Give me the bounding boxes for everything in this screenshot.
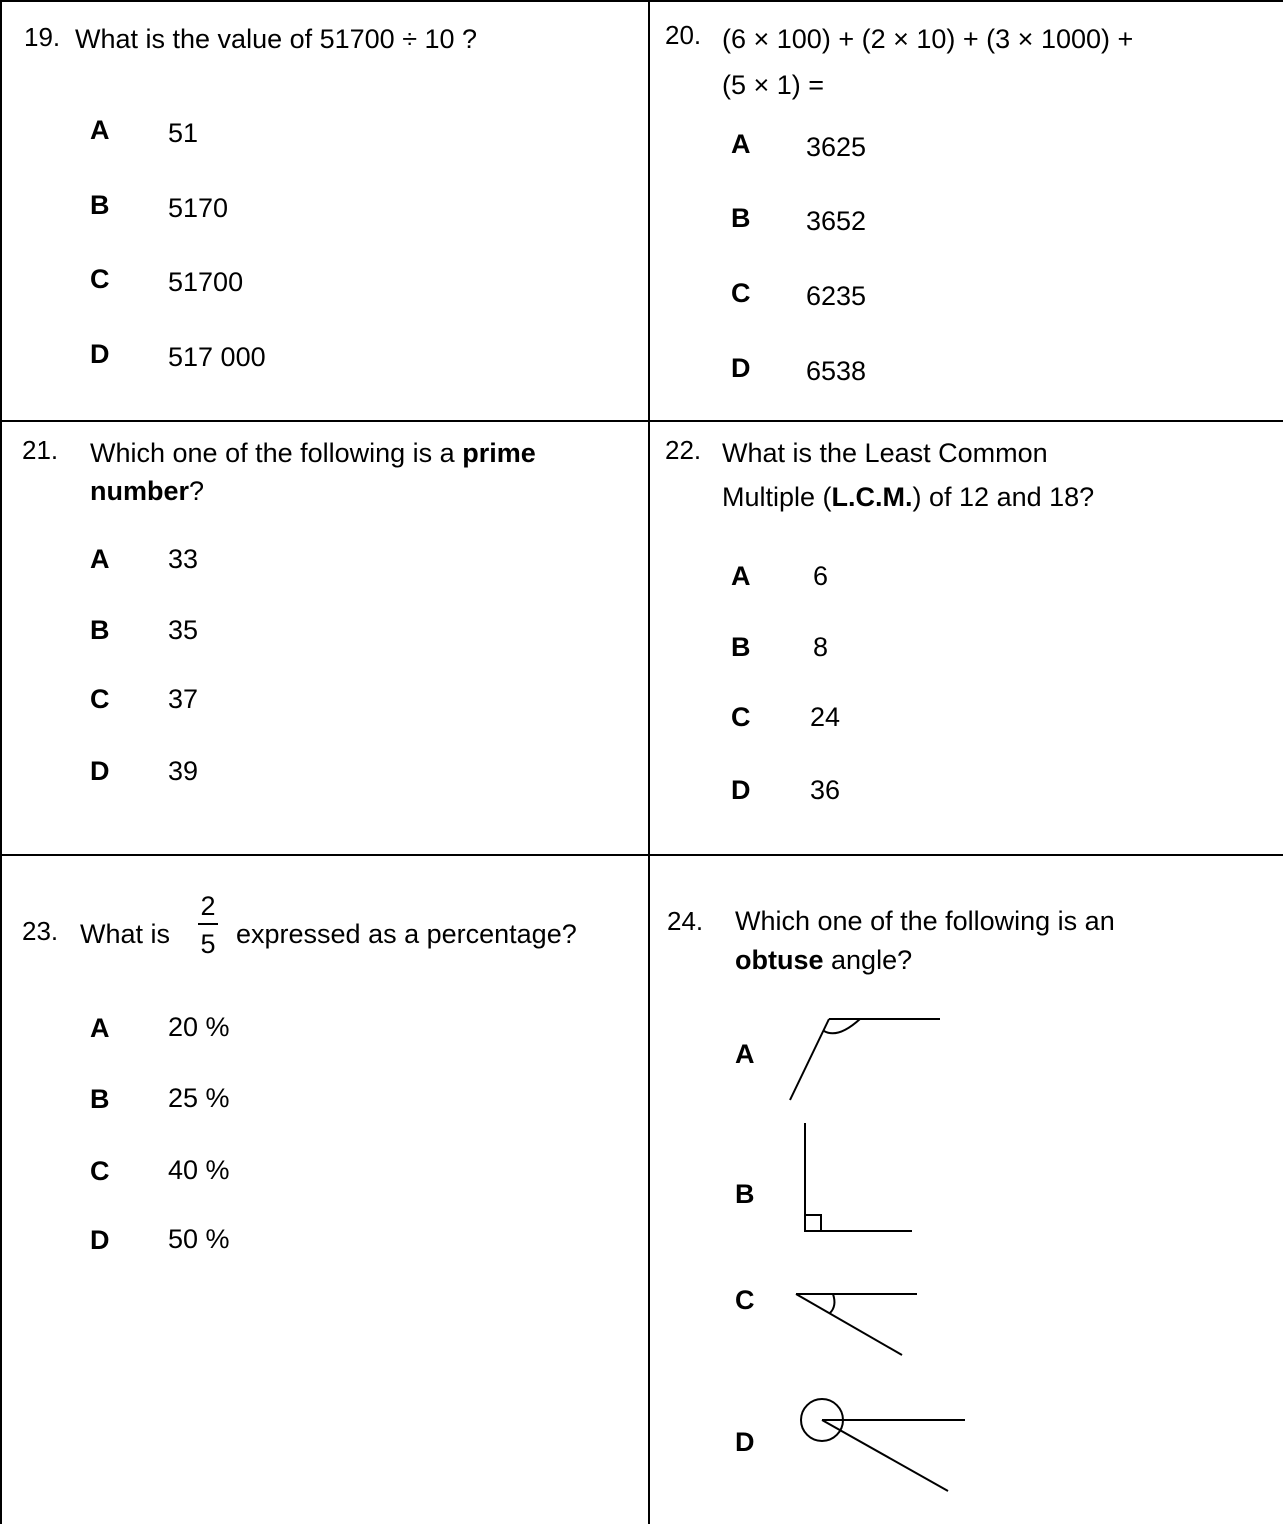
option-letter: B (90, 190, 110, 220)
option-text: 517 000 (168, 342, 266, 372)
option-letter: C (90, 264, 110, 294)
option-text: 50 % (168, 1224, 230, 1254)
row-divider-1 (0, 420, 1283, 422)
option-letter: D (90, 756, 110, 786)
fraction-numerator: 2 (200, 891, 216, 921)
obtuse-angle-figure (780, 1010, 950, 1110)
question-stem-line-2: (5 × 1) = (722, 70, 825, 100)
question-stem-line-2 (735, 947, 912, 974)
option-text: 6235 (806, 281, 867, 311)
question-number: 19. (24, 22, 61, 52)
option-letter: A (90, 115, 110, 145)
question-stem-line-1: (6 × 100) + (2 × 10) + (3 × 1000) + (722, 24, 1134, 54)
option-letter: D (90, 1225, 110, 1255)
question-number: 21. (22, 435, 59, 465)
option-letter: D (735, 1427, 755, 1457)
question-stem-line-2 (722, 484, 1094, 511)
left-border (0, 0, 2, 1524)
option-letter: A (731, 129, 751, 159)
option-letter: D (731, 353, 751, 383)
option-text: 6538 (806, 356, 867, 386)
option-text: 37 (168, 684, 199, 714)
option-text: 24 (810, 702, 841, 732)
option-text: 35 (168, 615, 199, 645)
fraction-bar (198, 923, 218, 925)
question-stem-line-1: What is the Least Common (722, 438, 1048, 468)
stem-text: angle? (823, 945, 913, 975)
stem-text: ) of 12 and 18? (912, 482, 1095, 512)
stem-bold-text: L.C.M. (831, 482, 913, 512)
question-stem-line-1: Which one of the following is an (735, 906, 1115, 936)
stem-text: Which one of the following is a (90, 438, 463, 468)
option-text: 25 % (168, 1083, 230, 1113)
question-number: 23. (22, 916, 59, 946)
option-letter: C (731, 702, 751, 732)
question-stem-start: What is (80, 919, 171, 949)
question-stem-line-2 (90, 478, 204, 505)
row-divider-2 (0, 854, 1283, 856)
top-border (0, 0, 1283, 2)
fraction-denominator: 5 (200, 929, 216, 959)
question-stem: What is the value of 51700 ÷ 10 ? (75, 24, 478, 54)
option-letter: B (731, 632, 751, 662)
option-letter: A (731, 561, 751, 591)
option-text: 36 (810, 775, 841, 805)
stem-text: ? (189, 476, 205, 506)
option-letter: C (90, 684, 110, 714)
option-text: 40 % (168, 1155, 230, 1185)
reflex-angle-figure (790, 1385, 980, 1495)
stem-bold-text: number (90, 476, 190, 506)
right-angle-figure (795, 1120, 925, 1240)
option-text: 33 (168, 544, 199, 574)
option-letter: B (731, 203, 751, 233)
option-letter: C (735, 1285, 755, 1315)
option-text: 3652 (806, 206, 867, 236)
option-text: 3625 (806, 132, 867, 162)
column-divider (648, 0, 650, 1524)
option-letter: A (90, 544, 110, 574)
option-letter: D (731, 775, 751, 805)
option-letter: A (90, 1013, 110, 1043)
option-letter: A (735, 1039, 755, 1069)
option-letter: B (90, 615, 110, 645)
question-stem-end: expressed as a percentage? (236, 919, 577, 949)
option-text: 39 (168, 756, 199, 786)
option-letter: D (90, 339, 110, 369)
stem-bold-text: obtuse (735, 945, 824, 975)
option-text: 6 (813, 561, 829, 591)
option-letter: B (90, 1084, 110, 1114)
question-number: 22. (665, 435, 702, 465)
question-number: 20. (665, 20, 702, 50)
option-text: 8 (813, 632, 829, 662)
option-text: 51700 (168, 267, 244, 297)
stem-text: Multiple ( (722, 482, 832, 512)
option-text: 5170 (168, 193, 229, 223)
question-number: 24. (667, 906, 704, 936)
option-text: 51 (168, 118, 199, 148)
option-text: 20 % (168, 1012, 230, 1042)
acute-angle-figure (785, 1280, 925, 1370)
option-letter: C (731, 278, 751, 308)
question-stem-line-1 (90, 440, 536, 467)
stem-bold-text: prime (462, 438, 536, 468)
option-letter: C (90, 1156, 110, 1186)
option-letter: B (735, 1179, 755, 1209)
